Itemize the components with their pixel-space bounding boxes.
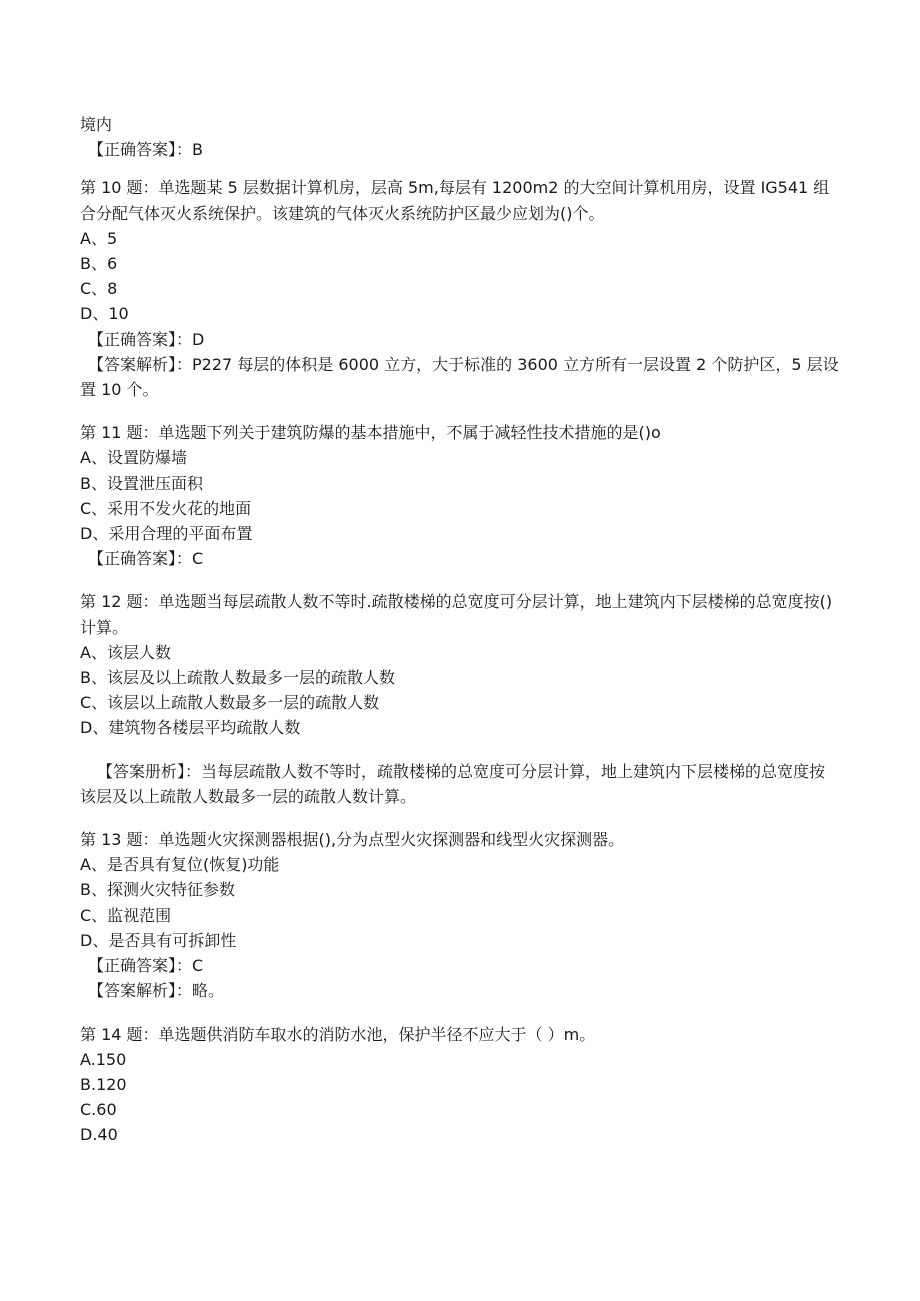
document-body	[80, 112, 840, 1148]
previous-continuation-text: 境内	[80, 115, 113, 134]
option-a: A.150	[80, 1049, 127, 1069]
option-c: C、监视范围	[80, 905, 172, 925]
answer-analysis: 【答案解析】：P227 每层的体积是 6000 立方，大于标准的 3600 立方所有一层设置 2 个防护区，5 层设置 10 个。	[80, 354, 839, 400]
answer-analysis: 【答案册析】：当每层疏散人数不等时，疏散楼梯的总宽度可分层计算，地上建筑内下层楼梯的总宽度按该层及以上疏散人数最多一层的疏散人数计算。	[80, 761, 826, 806]
option-a: A、该层人数	[80, 642, 171, 662]
question-stem: 第 14 题：单选题供消防车取水的消防水池，保护半径不应大于（ ）m。	[80, 1024, 596, 1044]
answer-analysis: 【答案解析】：略。	[88, 981, 225, 1001]
correct-answer: 【正确答案】：D	[88, 329, 205, 349]
option-b: B、设置泄压面积	[80, 473, 203, 493]
question-stem: 第 12 题：单选题当每层疏散人数不等时.疏散楼梯的总宽度可分层计算，地上建筑内下层楼梯的总宽度按()计算。	[80, 592, 833, 637]
option-c: C.60	[80, 1100, 117, 1120]
question-13	[80, 827, 840, 1003]
question-stem: 第 10 题：单选题某 5 层数据计算机房，层高 5m,每层有 1200m2 的大空间计算机用房，设置 IG541 组合分配气体灭火系统保护。该建筑的气体灭火系统防护区最少应划为()个。	[80, 178, 830, 223]
option-a: A、设置防爆墙	[80, 448, 187, 468]
question-stem: 第 13 题：单选题火灾探测器根据(),分为点型火灾探测器和线型火灾探测器。	[80, 830, 625, 850]
question-stem: 第 11 题：单选题下列关于建筑防爆的基本措施中，不属于减轻性技术措施的是()o	[80, 423, 661, 443]
correct-answer: 【正确答案】：C	[88, 549, 204, 569]
option-d: D、建筑物各楼层平均疏散人数	[80, 718, 301, 738]
option-d: D.40	[80, 1125, 118, 1145]
question-12	[80, 589, 840, 809]
option-a: A、5	[80, 228, 118, 248]
option-c: C、该层以上疏散人数最多一层的疏散人数	[80, 693, 380, 713]
option-d: D、采用合理的平面布置	[80, 524, 253, 544]
question-14	[80, 1022, 840, 1148]
option-d: D、10	[80, 304, 129, 324]
option-b: B.120	[80, 1074, 127, 1094]
question-10	[80, 175, 840, 402]
question-11	[80, 420, 840, 571]
option-b: B、探测火灾特征参数	[80, 880, 235, 900]
option-c: C、采用不发火花的地面	[80, 498, 252, 518]
option-b: B、该层及以上疏散人数最多一层的疏散人数	[80, 668, 395, 688]
correct-answer: 【正确答案】：C	[88, 956, 204, 976]
previous-correct-answer: 【正确答案】：B	[88, 140, 203, 160]
option-c: C、8	[80, 279, 118, 299]
option-b: B、6	[80, 254, 118, 274]
option-d: D、是否具有可拆卸性	[80, 930, 237, 950]
option-a: A、是否具有复位(恢复)功能	[80, 855, 280, 875]
